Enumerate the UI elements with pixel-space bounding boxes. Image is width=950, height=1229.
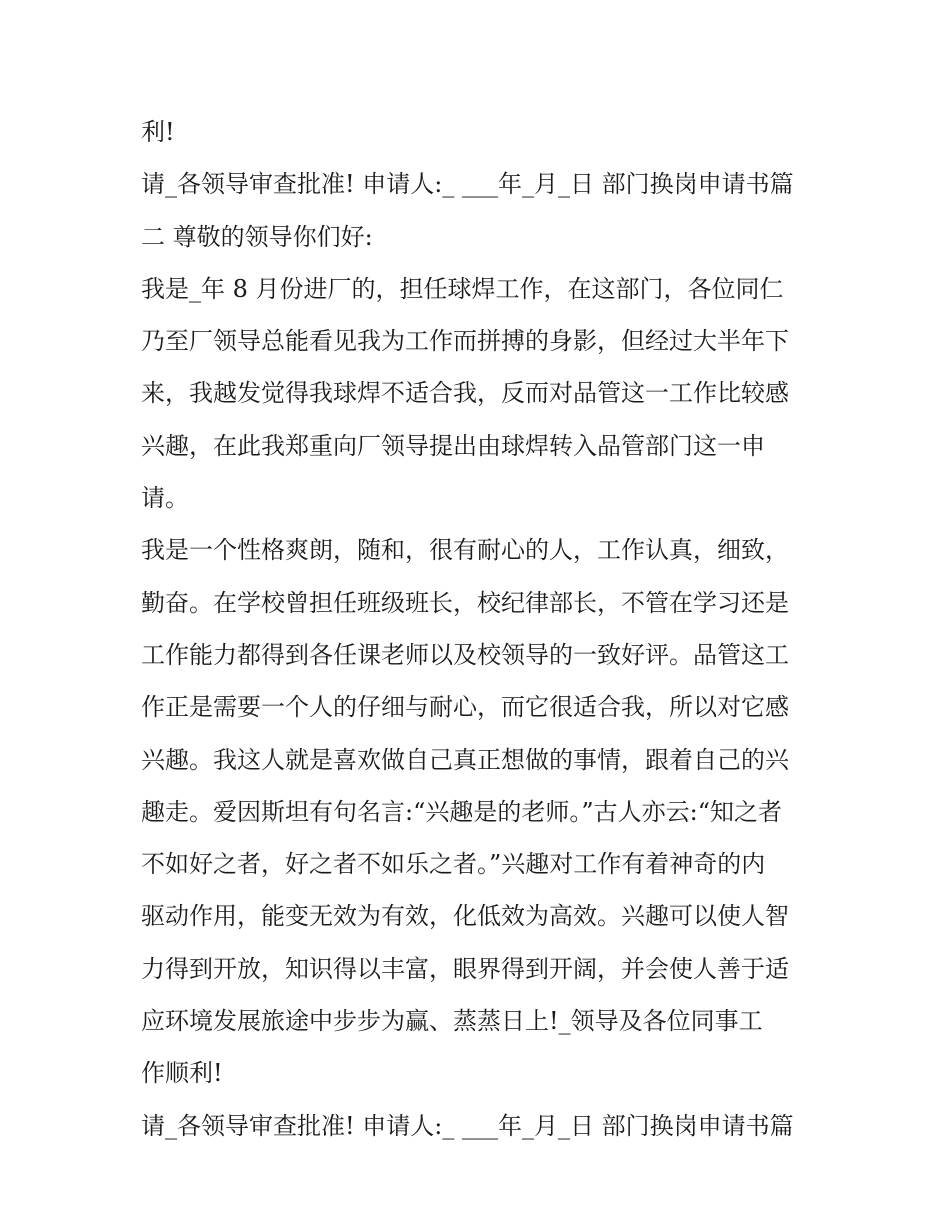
text-line: 我是_年 8 月份进厂的，担任球焊工作，在这部门，各位同仁 bbox=[141, 274, 784, 303]
text-line: 请_各领导审查批准! 申请人:_ ___年_月_日 部门换岗申请书篇 bbox=[141, 170, 794, 199]
text-line: 工作能力都得到各任课老师以及校领导的一致好评。品管这工 bbox=[141, 640, 789, 669]
document-body bbox=[141, 106, 821, 1152]
text-line: 利! bbox=[141, 118, 175, 146]
text-line: 趣走。爱因斯坦有句名言:“兴趣是的老师。”古人亦云:“知之者 bbox=[141, 797, 782, 826]
text-line: 作顺利! bbox=[141, 1059, 223, 1088]
text-line: 应环境发展旅途中步步为赢、蒸蒸日上!_领导及各位同事工 bbox=[141, 1007, 763, 1036]
text-line: 不如好之者，好之者不如乐之者。”兴趣对工作有着神奇的内 bbox=[141, 850, 766, 879]
text-line: 请_各领导审查批准! 申请人:_ ___年_月_日 部门换岗申请书篇 bbox=[141, 1111, 794, 1140]
text-line: 兴趣，在此我郑重向厂领导提出由球焊转入品管部门这一申 bbox=[141, 431, 765, 460]
text-line: 乃至厂领导总能看见我为工作而拼搏的身影，但经过大半年下 bbox=[141, 327, 789, 356]
text-line: 二 尊敬的领导你们好: bbox=[141, 222, 373, 251]
text-line: 兴趣。我这人就是喜欢做自己真正想做的事情，跟着自己的兴 bbox=[141, 745, 789, 774]
text-line: 我是一个性格爽朗，随和，很有耐心的人，工作认真，细致， bbox=[141, 536, 789, 565]
text-line: 力得到开放，知识得以丰富，眼界得到开阔，并会使人善于适 bbox=[141, 954, 789, 983]
text-line: 驱动作用，能变无效为有效，化低效为高效。兴趣可以使人智 bbox=[141, 902, 789, 931]
text-line: 请。 bbox=[141, 484, 189, 513]
text-line: 作正是需要一个人的仔细与耐心，而它很适合我，所以对它感 bbox=[141, 693, 789, 722]
text-line: 来，我越发觉得我球焊不适合我，反而对品管这一工作比较感 bbox=[141, 379, 789, 408]
text-line: 勤奋。在学校曾担任班级班长，校纪律部长，不管在学习还是 bbox=[141, 588, 789, 617]
